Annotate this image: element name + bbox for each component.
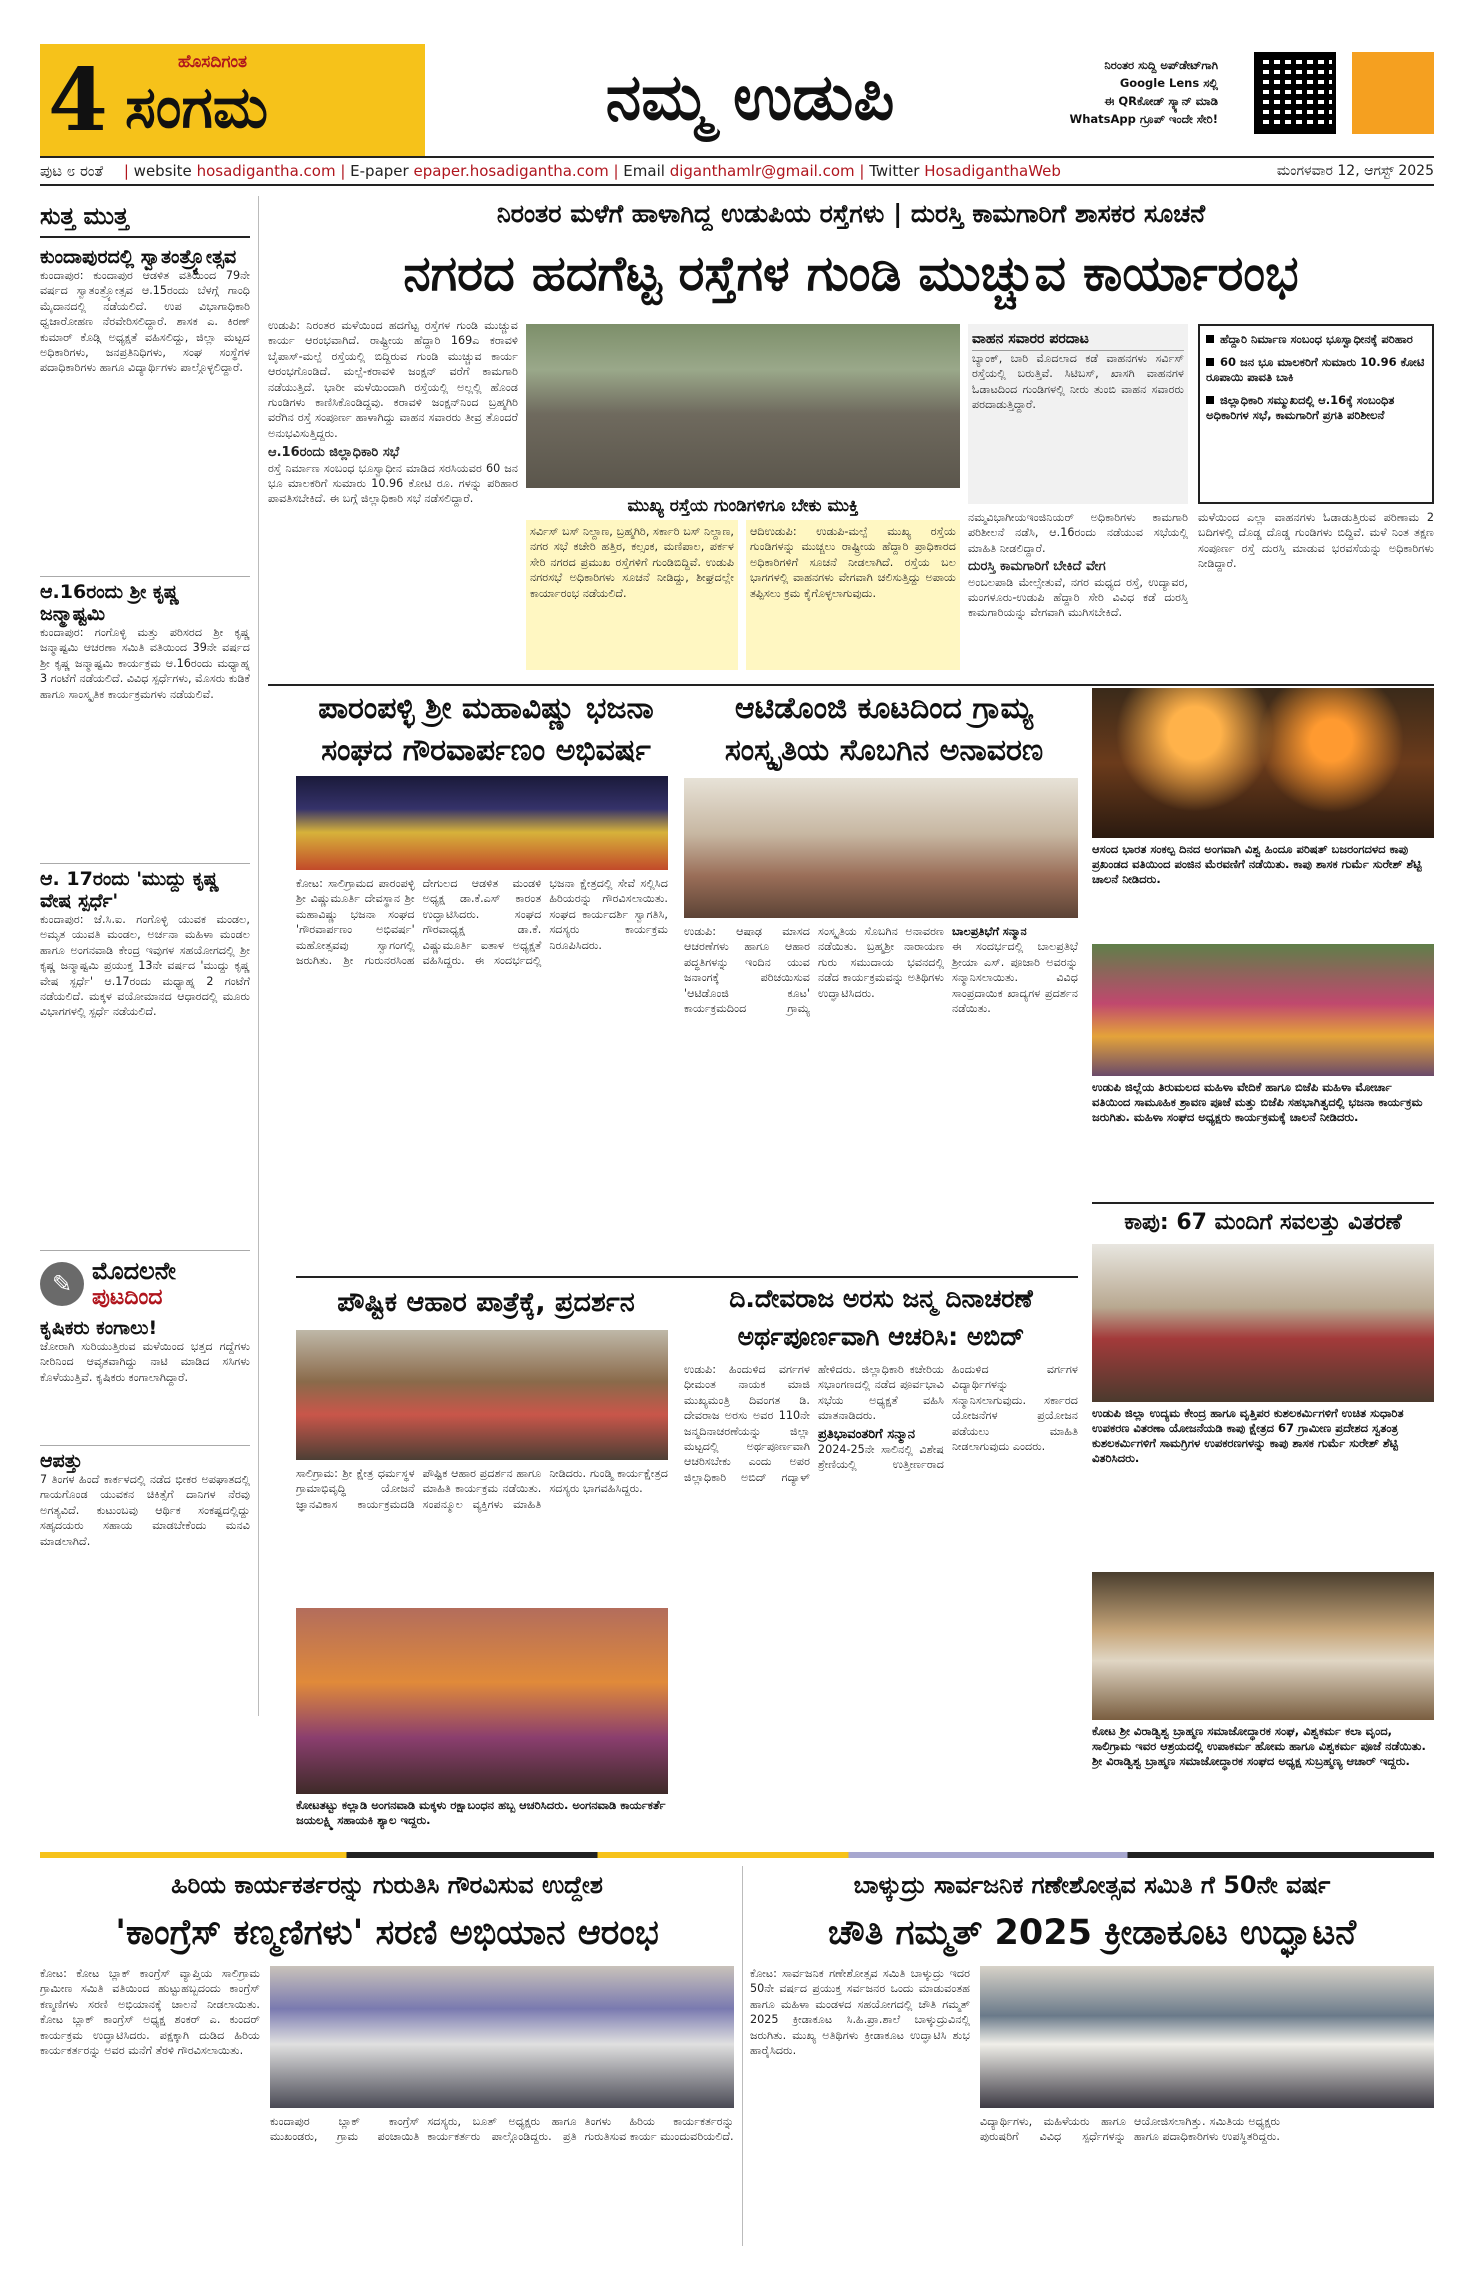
email-label: Email	[623, 162, 665, 180]
lead-sidebox-body: ಬ್ಯಾಂಕ್, ಬಾರಿ ಮೊದಲಾದ ಕಡೆ ವಾಹನಗಳು ಸರ್ವಿಸ್ ರಸ್ತೆಯಲ್ಲಿ ಬರುತ್ತಿವೆ. ಸಿಟಿಬಸ್, ಖಾಸಗಿ ವಾಹನಗಳ ಓಡಾಟದಿಂದ ಗುಂಡಿಗಳಲ್ಲಿ ನೀರು ತುಂಬಿ ವಾಹನ ಸವಾರರು ಪರದಾಡುತ್ತಿದ್ದಾರೆ.	[972, 352, 1184, 412]
lead-caption-text-1: ಸರ್ವಿಸ್ ಬಸ್ ನಿಲ್ದಾಣ, ಬ್ರಹ್ಮಗಿರಿ, ಸರ್ಕಾರಿ ಬಸ್ ನಿಲ್ದಾಣ, ನಗರ ಸಭೆ ಕಚೇರಿ ಹತ್ತಿರ, ಕಲ್ಸಂಕ, ಮಣಿಪಾಲ, ಪರ್ಕಳ ಸೇರಿ ನಗರದ ಪ್ರಮುಖ ರಸ್ತೆಗಳಿಗೆ ಗುಂಡಿಬಿದ್ದಿವೆ. ಉಡುಪಿ ನಗರಸಭೆ ಅಧಿಕಾರಿಗಳು ಸೂಚನೆ ನೀಡಿದ್ದು, ಶೀಘ್ರದಲ್ಲೇ ಕಾರ್ಯಾರಂಭ ನಡೆಯಲಿದೆ.	[526, 520, 738, 670]
lead-body-text-2: ರಸ್ತೆ ನಿರ್ಮಾಣ ಸಂಬಂಧ ಭೂಸ್ವಾಧೀನ ಮಾಡಿದ ಸರಸಿಯವರ 60 ಜನ ಭೂ ಮಾಲಕರಿಗೆ ಸುಮಾರು 10.96 ಕೋಟಿ ರೂ. ಗಳನ್ನು ಪರಿಹಾರ ಪಾವತಿಸಬೇಕಿದೆ. ಈ ಬಗ್ಗೆ ಜಿಲ್ಲಾಧಿಕಾರಿ ಸಭೆ ನಡೆಸಲಿದ್ದಾರೆ.	[268, 461, 518, 506]
lead-sidebox-title: ವಾಹನ ಸವಾರರ ಪರದಾಟ	[972, 328, 1184, 351]
twitter-link[interactable]: HosadiganthaWeb	[924, 162, 1061, 180]
nutrition-body: ಸಾಲಿಗ್ರಾಮ: ಶ್ರೀ ಕ್ಷೇತ್ರ ಧರ್ಮಸ್ಥಳ ಗ್ರಾಮಾಭಿವೃದ್ಧಿ ಯೋಜನೆ ಜ್ಞಾನವಿಕಾಸ ಕಾರ್ಯಕ್ರಮದಡಿ ಪೌಷ್ಟಿಕ ಆಹಾರ ಪ್ರದರ್ಶನ ಹಾಗೂ ಮಾಹಿತಿ ಕಾರ್ಯಕ್ರಮ ನಡೆಯಿತು. ಸಂಪನ್ಮೂಲ ವ್ಯಕ್ತಿಗಳು ಮಾಹಿತಿ ನೀಡಿದರು. ಗುಂಡ್ಮಿ ಕಾರ್ಯಕ್ಷೇತ್ರದ ಸದಸ್ಯರು ಭಾಗವಹಿಸಿದ್ದರು.	[296, 1467, 668, 1511]
qr-note-line-4: WhatsApp ಗ್ರೂಪ್ ಇಂದೇ ಸೇರಿ!	[1069, 112, 1218, 126]
bhajana-photo	[296, 776, 668, 870]
ganesh-body: ಕೋಟ: ಸಾರ್ವಜನಿಕ ಗಣೇಶೋತ್ಸವ ಸಮಿತಿ ಬಾಳ್ಕುದ್ರು ಇದರ 50ನೇ ವರ್ಷದ ಪ್ರಯುಕ್ತ ಸರ್ವಜನರ ಒಂದು ಮಾಡುವಂತಹ ಹಾಗೂ ಮಹಿಳಾ ಮಂಡಳದ ಸಹಯೋಗದಲ್ಲಿ ಚೌತಿ ಗಮ್ಮತ್ 2025 ಕ್ರೀಡಾಕೂಟ ಸಿ.ಹಿ.ಪ್ರಾ.ಶಾಲೆ ಬಾಳ್ಕುದ್ರುವಿನಲ್ಲಿ ಜರುಗಿತು. ಮುಖ್ಯ ಅತಿಥಿಗಳು ಕ್ರೀಡಾಕೂಟ ಉದ್ಘಾಟಿಸಿ ಶುಭ ಹಾರೈಸಿದರು.	[750, 1967, 970, 2058]
lead-photo-road-repair	[526, 324, 960, 488]
devaraj-head-2: ಅರ್ಥಪೂರ್ಣವಾಗಿ ಆಚರಿಸಿ: ಅಬಿದ್	[737, 1322, 1025, 1351]
devaraj-body-text: ಉಡುಪಿ: ಹಿಂದುಳಿದ ವರ್ಗಗಳ ಧೀಮಂತ ನಾಯಕ ಮಾಜಿ ಮುಖ್ಯಮಂತ್ರಿ ದಿವಂಗತ ಡಿ. ದೇವರಾಜ ಅರಸು ಅವರ 110ನೇ ಜನ್ಮದಿನಾಚರಣೆಯನ್ನು ಜಿಲ್ಲಾ ಮಟ್ಟದಲ್ಲಿ ಅರ್ಥಪೂರ್ಣವಾಗಿ ಆಚರಿಸಬೇಕು ಎಂದು ಅಪರ ಜಿಲ್ಲಾಧಿಕಾರಿ ಅಬಿದ್ ಗದ್ಯಾಳ್ ಹೇಳಿದರು. ಜಿಲ್ಲಾಧಿಕಾರಿ ಕಚೇರಿಯ ಸಭಾಂಗಣದಲ್ಲಿ ನಡೆದ ಪೂರ್ವಭಾವಿ ಸಭೆಯ ಅಧ್ಯಕ್ಷತೆ ವಹಿಸಿ ಮಾತನಾಡಿದರು.	[684, 1363, 944, 1484]
women-photo	[1092, 944, 1434, 1076]
qr-code[interactable]	[1254, 52, 1336, 134]
bhajana-body: ಕೋಟ: ಸಾಲಿಗ್ರಾಮದ ಪಾರಂಪಳ್ಳಿ ಶ್ರೀ ವಿಷ್ಣುಮೂರ್ತಿ ದೇವಸ್ಥಾನ ಶ್ರೀ ಮಹಾವಿಷ್ಣು ಭಜನಾ ಸಂಘದ 'ಗೌರವಾರ್ಪಣಂ ಅಭಿವರ್ಷ' ಮಹೋತ್ಸವವು ಸ್ವಾಗಂಗಲ್ಲಿ ಜರುಗಿತು. ಶ್ರೀ ಗುರುನರಸಿಂಹ ದೇಗುಲದ ಆಡಳಿತ ಮಂಡಳಿ ಅಧ್ಯಕ್ಷ ಡಾ.ಕೆ.ಎಸ್ ಕಾರಂತ ಉದ್ಘಾಟಿಸಿದರು. ಸಂಘದ ಗೌರವಾಧ್ಯಕ್ಷ ಡಾ.ಕೆ. ವಿಷ್ಣುಮೂರ್ತಿ ಐತಾಳ ಅಧ್ಯಕ್ಷತೆ ವಹಿಸಿದ್ದರು. ಈ ಸಂದರ್ಭದಲ್ಲಿ ಭಜನಾ ಕ್ಷೇತ್ರದಲ್ಲಿ ಸೇವೆ ಸಲ್ಲಿಸಿದ ಹಿರಿಯರನ್ನು ಗೌರವಿಸಲಾಯಿತು. ಸಂಘದ ಕಾರ್ಯದರ್ಶಿ ಸ್ವಾಗತಿಸಿ, ಸದಸ್ಯರು ಕಾರ್ಯಕ್ರಮ ನಿರೂಪಿಸಿದರು.	[296, 877, 668, 968]
kapu-caption: ಉಡುಪಿ ಜಿಲ್ಲಾ ಉದ್ಯಮ ಕೇಂದ್ರ ಹಾಗೂ ವೃತ್ತಿಪರ ಕುಶಲಕರ್ಮಿಗಳಿಗೆ ಉಚಿತ ಸುಧಾರಿತ ಉಪಕರಣ ವಿತರಣಾ ಯೋಜನೆಯಡಿ ಕಾಪು ಕ್ಷೇತ್ರದ 67 ಗ್ರಾಮೀಣ ಪ್ರದೇಶದ ಸ್ವತಂತ್ರ ಕುಶಲಕರ್ಮಿಗಳಿಗೆ ಸಾಮಗ್ರಿಗಳ ಉಪಕರಣಗಳನ್ನು ಕಾಪು ಶಾಸಕ ಗುರ್ಮೆ ಸುರೇಶ್ ಶೆಟ್ಟಿ ವಿತರಿಸಿದರು.	[1092, 1406, 1404, 1465]
logo-small: ಹೊಸದಿಗಂತ	[178, 52, 248, 72]
bhajana-head: ಪಾರಂಪಳ್ಳಿ ಶ್ರೀ ಮಹಾವಿಷ್ಣು ಭಜನಾ ಸಂಘದ ಗೌರವಾರ್ಪಣಂ ಅಭಿವರ್ಷ	[318, 691, 654, 768]
website-label: website	[133, 162, 192, 180]
epaper-link[interactable]: epaper.hosadigantha.com	[413, 162, 609, 180]
contact-bar: ಪುಟ ೮ ರಂತೆ | website hosadigantha.com | E-paper epaper.hosadigantha.com | Email diganthamlr@gmail.com | Twitter HosadiganthaWeb	[40, 162, 1061, 180]
sidebar-title: ಸುತ್ತ ಮುತ್ತ	[40, 196, 250, 238]
section-rule	[1092, 1202, 1434, 1204]
page-count: ಪುಟ ೮ ರಂತೆ	[40, 162, 104, 180]
lead-sidebox	[968, 324, 1188, 504]
logo-big: ಸಂಗಮ	[125, 73, 269, 141]
first-page-label-1: ಮೊದಲನೇ	[92, 1257, 176, 1285]
sidebar-item-head: ಆಪತ್ತು	[40, 1445, 250, 1472]
congress-body-2: ಕುಂದಾಪುರ ಬ್ಲಾಕ್ ಕಾಂಗ್ರೆಸ್ ಮುಖಂಡರು, ಗ್ರಾಮ ಪಂಚಾಯಿತಿ ಸದಸ್ಯರು, ಬೂತ್ ಅಧ್ಯಕ್ಷರು ಹಾಗೂ ಕಾರ್ಯಕರ್ತರು ಪಾಲ್ಗೊಂಡಿದ್ದರು. ಪ್ರತಿ ತಿಂಗಳು ಹಿರಿಯ ಕಾರ್ಯಕರ್ತರನ್ನು ಗುರುತಿಸುವ ಕಾರ್ಯ ಮುಂದುವರಿಯಲಿದೆ.	[270, 2115, 734, 2144]
ganesh-body-2: ವಿದ್ಯಾರ್ಥಿಗಳು, ಮಹಿಳೆಯರು ಹಾಗೂ ಪುರುಷರಿಗೆ ವಿವಿಧ ಸ್ಪರ್ಧೆಗಳನ್ನು ಆಯೋಜಿಸಲಾಗಿತ್ತು. ಸಮಿತಿಯ ಅಧ್ಯಕ್ಷರು ಹಾಗೂ ಪದಾಧಿಕಾರಿಗಳು ಉಪಸ್ಥಿತರಿದ್ದರು.	[980, 2115, 1280, 2144]
email-link[interactable]: diganthamlr@gmail.com	[669, 162, 855, 180]
lead-bullet: ಹೆದ್ದಾರಿ ನಿರ್ಮಾಣ ಸಂಬಂಧ ಭೂಸ್ವಾಧೀನಕ್ಕೆ ಪರಿಹಾರ	[1206, 332, 1426, 347]
section-rule	[296, 1276, 1078, 1278]
kapu-photo	[1092, 1244, 1434, 1402]
page-number: 4	[48, 50, 108, 151]
atidonji-body	[684, 924, 1078, 1270]
first-page-badge	[40, 1250, 250, 1311]
devaraj-subhead: ಪ್ರತಿಭಾವಂತರಿಗೆ ಸನ್ಮಾನ	[818, 1426, 915, 1442]
kids-caption: ಕೋಟತಟ್ಟು ಕಲ್ಲಾಡಿ ಅಂಗನವಾಡಿ ಮಕ್ಕಳು ರಕ್ಷಾಬಂಧನ ಹಬ್ಬ ಆಚರಿಸಿದರು. ಅಂಗನವಾಡಿ ಕಾರ್ಯಕರ್ತೆ ಜಯಲಕ್ಷ್ಮಿ ಸಹಾಯಕಿ ಶ್ಯಾಲ ಇದ್ದರು.	[296, 1798, 666, 1827]
lead-col3-text-2: ಅಂಬಲಪಾಡಿ ಮೇಲ್ಸೇತುವೆ, ನಗರ ಮಧ್ಯದ ರಸ್ತೆ, ಉದ್ಯಾವರ, ಮಂಗಳೂರು-ಉಡುಪಿ ಹೆದ್ದಾರಿ ಸೇರಿ ವಿವಿಧ ಕಡೆ ದುರಸ್ತಿ ಕಾಮಗಾರಿಯನ್ನು ವೇಗವಾಗಿ ಮುಗಿಸಬೇಕಿದೆ.	[968, 575, 1188, 620]
pen-icon: ✎	[40, 1262, 84, 1306]
lead-bullet: ಜಿಲ್ಲಾಧಿಕಾರಿ ಸಮ್ಮುಖದಲ್ಲಿ ಆ.16ಕ್ಕೆ ಸಂಬಂಧಿತ ಅಧಿಕಾರಿಗಳ ಸಭೆ, ಕಾಮಗಾರಿಗೆ ಪ್ರಗತಿ ಪರಿಶೀಲನೆ	[1206, 393, 1395, 422]
temple-caption: ಕೋಟ ಶ್ರೀ ವಿರಾಡ್ವಿಶ್ವ ಬ್ರಾಹ್ಮಣ ಸಮಾಜೋದ್ಧಾರಕ ಸಂಘ, ವಿಶ್ವಕರ್ಮ ಕಲಾ ವೃಂದ, ಸಾಲಿಗ್ರಾಮ ಇವರ ಆಶ್ರಯದಲ್ಲಿ ಉಪಾಕರ್ಮ ಹೋಮ ಹಾಗೂ ವಿಶ್ವಕರ್ಮ ಪೂಜೆ ನಡೆಯಿತು. ಶ್ರೀ ವಿರಾಡ್ವಿಶ್ವ ಬ್ರಾಹ್ಮಣ ಸಮಾಜೋದ್ಧಾರಕ ಸಂಘದ ಅಧ್ಯಕ್ಷ ಸುಬ್ರಹ್ಮಣ್ಯ ಆಚಾರ್ ಇದ್ದರು.	[1092, 1724, 1426, 1768]
sidebar	[40, 196, 250, 1716]
decorative-bar	[40, 1852, 1434, 1858]
lead-photo-caption: ಮುಖ್ಯ ರಸ್ತೆಯ ಗುಂಡಿಗಳಿಗೂ ಬೇಕು ಮುಕ್ತಿ	[627, 496, 859, 516]
devaraj-body	[684, 1362, 1078, 1846]
lead-body	[268, 318, 518, 678]
sidebar-item-body: ಕುಂದಾಪುರ: ಕುಂದಾಪುರ ಆಡಳಿತ ವತಿಯಿಂದ 79ನೇ ವರ್ಷದ ಸ್ವಾತಂತ್ರ್ಯೋತ್ಸವ ಆ.15ರಂದು ಬೆಳಗ್ಗೆ ಗಾಂಧಿ ಮೈದಾನದಲ್ಲಿ ನಡೆಯಲಿದೆ. ಉಪ ವಿಭಾಗಾಧಿಕಾರಿ ಧ್ವಜಾರೋಹಣ ನೆರವೇರಿಸಲಿದ್ದಾರೆ. ಶಾಸಕ ಎ. ಕಿರಣ್ ಕುಮಾರ್ ಕೊಡ್ಗಿ ಅಧ್ಯಕ್ಷತೆ ವಹಿಸಲಿದ್ದು, ಜಿಲ್ಲಾ ಮಟ್ಟದ ಅಧಿಕಾರಿಗಳು, ಜನಪ್ರತಿನಿಧಿಗಳು, ಸಂಘ ಸಂಸ್ಥೆಗಳ ಪದಾಧಿಕಾರಿಗಳು ಹಾಗೂ ವಿದ್ಯಾರ್ಥಿಗಳು ಪಾಲ್ಗೊಳ್ಳಲಿದ್ದಾರೆ.	[40, 269, 250, 375]
sidebar-item-head: ಕೃಷಿಕರು ಕಂಗಾಲು!	[40, 1317, 158, 1339]
torch-photo	[1092, 688, 1434, 838]
temple-photo	[1092, 1572, 1434, 1720]
sidebar-divider	[258, 196, 259, 1716]
congress-body: ಕೋಟ: ಕೋಟ ಬ್ಲಾಕ್ ಕಾಂಗ್ರೆಸ್ ವ್ಯಾಪ್ತಿಯ ಸಾಲಿಗ್ರಾಮ ಗ್ರಾಮೀಣ ಸಮಿತಿ ವತಿಯಿಂದ ಹುಟ್ಟುಹಬ್ಬದಂದು ಕಾಂಗ್ರೆಸ್ ಕಣ್ಮಣಿಗಳು ಸರಣಿ ಅಭಿಯಾನಕ್ಕೆ ಚಾಲನೆ ನೀಡಲಾಯಿತು. ಕೋಟ ಬ್ಲಾಕ್ ಕಾಂಗ್ರೆಸ್ ಅಧ್ಯಕ್ಷ ಶಂಕರ್ ಎ. ಕುಂದರ್ ಕಾರ್ಯಕ್ರಮ ಉದ್ಘಾಟಿಸಿದರು. ಪಕ್ಷಕ್ಕಾಗಿ ದುಡಿದ ಹಿರಿಯ ಕಾರ್ಯಕರ್ತರನ್ನು ಅವರ ಮನೆಗೆ ತೆರಳಿ ಗೌರವಿಸಲಾಯಿತು.	[40, 1967, 260, 2058]
nutrition-photo	[296, 1330, 668, 1460]
devaraj-head-1: ದಿ.ದೇವರಾಜ ಅರಸು ಜನ್ಮ ದಿನಾಚರಣೆ	[729, 1284, 1033, 1313]
section-rule	[268, 684, 1434, 686]
bottom-divider	[742, 1866, 743, 2246]
sidebar-item-body: ಕುಂದಾಪುರ: ಗಂಗೊಳ್ಳಿ ಮತ್ತು ಪರಿಸರದ ಶ್ರೀ ಕೃಷ್ಣ ಜನ್ಮಾಷ್ಟಮಿ ಆಚರಣಾ ಸಮಿತಿ ವತಿಯಿಂದ 39ನೇ ವರ್ಷದ ಶ್ರೀ ಕೃಷ್ಣ ಜನ್ಮಾಷ್ಟಮಿ ಕಾರ್ಯಕ್ರಮ ಆ.16ರಂದು ಮಧ್ಯಾಹ್ನ 3 ಗಂಟೆಗೆ ನಡೆಯಲಿದೆ. ವಿವಿಧ ಸ್ಪರ್ಧೆಗಳು, ಮೊಸರು ಕುಡಿಕೆ ಹಾಗೂ ಸಾಂಸ್ಕೃತಿಕ ಕಾರ್ಯಕ್ರಮಗಳು ನಡೆಯಲಿವೆ.	[40, 626, 250, 701]
sidebar-item-head: ಆ.16ರಂದು ಶ್ರೀ ಕೃಷ್ಣ ಜನ್ಮಾಷ್ಟಮಿ	[40, 576, 250, 625]
bullet-square-icon	[1206, 335, 1214, 343]
lead-bullet: 60 ಜನ ಭೂ ಮಾಲಕರಿಗೆ ಸುಮಾರು 10.96 ಕೋಟಿ ರೂಪಾಯಿ ಪಾವತಿ ಬಾಕಿ	[1206, 355, 1425, 384]
lead-caption-text-2: ಆದಿಉಡುಪಿ: ಉಡುಪಿ-ಮಲ್ಪೆ ಮುಖ್ಯ ರಸ್ತೆಯ ಗುಂಡಿಗಳನ್ನು ಮುಚ್ಚಲು ರಾಷ್ಟ್ರೀಯ ಹೆದ್ದಾರಿ ಪ್ರಾಧಿಕಾರದ ಅಧಿಕಾರಿಗಳಿಗೆ ಸೂಚನೆ ನೀಡಲಾಗಿದೆ. ರಸ್ತೆಯ ಬಲ ಭಾಗಗಳಲ್ಲಿ ವಾಹನಗಳು ವೇಗವಾಗಿ ಚಲಿಸುತ್ತಿದ್ದು ಅಪಾಯ ತಪ್ಪಿಸಲು ಕ್ರಮ ಕೈಗೊಳ್ಳಲಾಗುವುದು.	[746, 520, 960, 670]
contact-rule-top	[40, 156, 1434, 158]
date-line: ಮಂಗಳವಾರ 12, ಆಗಸ್ಟ್ 2025	[1276, 163, 1434, 179]
ganesh-kicker: ಬಾಳ್ಕುದ್ರು ಸಾರ್ವಜನಿಕ ಗಣೇಶೋತ್ಸವ ಸಮಿತಿ ಗೆ 50ನೇ ವರ್ಷ	[853, 1871, 1331, 1899]
qr-note-line-1: ನಿರಂತರ ಸುದ್ದಿ ಅಪ್‌ಡೇಟ್‌ಗಾಗಿ	[1104, 58, 1218, 72]
lead-bullets	[1198, 324, 1434, 504]
nutrition-head: ಪೌಷ್ಟಿಕ ಆಹಾರ ಪಾತ್ರೆಕ್ಕೆ, ಪ್ರದರ್ಶನ	[337, 1287, 635, 1318]
lead-col4-text: ಮಳೆಯಿಂದ ಎಲ್ಲಾ ವಾಹನಗಳು ಓಡಾಡುತ್ತಿರುವ ಪರಿಣಾಮ 2 ಬದಿಗಳಲ್ಲಿ ದೊಡ್ಡ ದೊಡ್ಡ ಗುಂಡಿಗಳು ಬಿದ್ದಿವೆ. ಮಳೆ ನಿಂತ ತಕ್ಷಣ ಸಂಪೂರ್ಣ ರಸ್ತೆ ದುರಸ್ತಿ ಮಾಡುವ ಭರವಸೆಯನ್ನು ಅಧಿಕಾರಿಗಳು ನೀಡಿದ್ದಾರೆ.	[1198, 511, 1434, 571]
epaper-label: E-paper	[350, 162, 409, 180]
atidonji-head: ಆಟಿಡೊಂಜಿ ಕೂಟದಿಂದ ಗ್ರಾಮ್ಯ ಸಂಸ್ಕೃತಿಯ ಸೊಬಗಿನ ಅನಾವರಣ	[724, 691, 1044, 768]
atidonji-subhead: ಬಾಲಪ್ರತಿಭೆಗೆ ಸನ್ಮಾನ	[952, 925, 1027, 938]
kapu-head: ಕಾಪು: 67 ಮಂದಿಗೆ ಸವಲತ್ತು ವಿತರಣೆ	[1124, 1210, 1402, 1235]
atidonji-body-text-2: ಈ ಸಂದರ್ಭದಲ್ಲಿ ಬಾಲಪ್ರತಿಭೆ ಶ್ರೀಯಾ ಎಸ್. ಪೂಜಾರಿ ಅವರನ್ನು ಸನ್ಮಾನಿಸಲಾಯಿತು. ವಿವಿಧ ಸಾಂಪ್ರದಾಯಿಕ ಖಾದ್ಯಗಳ ಪ್ರದರ್ಶನ ನಡೆಯಿತು.	[952, 940, 1078, 1016]
lead-subhead: ಆ.16ರಂದು ಜಿಲ್ಲಾಧಿಕಾರಿ ಸಭೆ	[268, 445, 400, 461]
ganesh-head: ಚೌತಿ ಗಮ್ಮತ್ 2025 ಕ್ರೀಡಾಕೂಟ ಉದ್ಘಾಟನೆ	[827, 1913, 1357, 1953]
twitter-label: Twitter	[869, 162, 920, 180]
sidebar-item-head: ಆ. 17ರಂದು 'ಮುದ್ದು ಕೃಷ್ಣ ವೇಷ ಸ್ಪರ್ಧೆ'	[40, 863, 250, 912]
sidebar-item-body: 7 ತಿಂಗಳ ಹಿಂದೆ ಕಾರ್ಕಳದಲ್ಲಿ ನಡೆದ ಭೀಕರ ಅಪಘಾತದಲ್ಲಿ ಗಾಯಗೊಂಡ ಯುವಕನ ಚಿಕಿತ್ಸೆಗೆ ದಾನಿಗಳ ನೆರವು ಅಗತ್ಯವಿದೆ. ಕುಟುಂಬವು ಆರ್ಥಿಕ ಸಂಕಷ್ಟದಲ್ಲಿದ್ದು ಸಹೃದಯರು ಸಹಾಯ ಮಾಡಬೇಕೆಂದು ಮನವಿ ಮಾಡಲಾಗಿದೆ.	[40, 1473, 250, 1548]
qr-note	[1040, 56, 1218, 128]
lead-body-text: ಉಡುಪಿ: ನಿರಂತರ ಮಳೆಯಿಂದ ಹದಗೆಟ್ಟ ರಸ್ತೆಗಳ ಗುಂಡಿ ಮುಚ್ಚುವ ಕಾರ್ಯ ಆರಂಭವಾಗಿದೆ. ರಾಷ್ಟ್ರೀಯ ಹೆದ್ದಾರಿ 169ಎ ಕರಾವಳಿ ಬೈಪಾಸ್-ಮಲ್ಪೆ ರಸ್ತೆಯಲ್ಲಿ ಬಿದ್ದಿರುವ ಗುಂಡಿ ಮುಚ್ಚುವ ಕಾರ್ಯ ಆರಂಭಗೊಂಡಿದೆ. ಮಲ್ಪೆ-ಕರಾವಳಿ ಜಂಕ್ಷನ್ ವರೆಗೆ ಕಾಮಗಾರಿ ನಡೆಯುತ್ತಿದೆ. ಭಾರೀ ಮಳೆಯಿಂದಾಗಿ ರಸ್ತೆಯಲ್ಲಿ ಅಲ್ಲಲ್ಲಿ ಹೊಂಡ ಗುಂಡಿಗಳು ಕಾಣಿಸಿಕೊಂಡಿದ್ದವು. ಕರಾವಳಿ ಜಂಕ್ಷನ್‌ನಿಂದ ಬ್ರಹ್ಮಗಿರಿ ವರೆಗಿನ ರಸ್ತೆ ಸಂಪೂರ್ಣ ಹಾಳಾಗಿದ್ದು ವಾಹನ ಸವಾರರು ತೀವ್ರ ತೊಂದರೆ ಅನುಭವಿಸುತ್ತಿದ್ದರು.	[268, 319, 518, 440]
atidonji-photo	[684, 778, 1078, 918]
women-caption: ಉಡುಪಿ ಜಿಲ್ಲೆಯ ತಿರುಮಲದ ಮಹಿಳಾ ವೇದಿಕೆ ಹಾಗೂ ಬಿಜೆಪಿ ಮಹಿಳಾ ಮೋರ್ಚಾ ವತಿಯಿಂದ ಸಾಮೂಹಿಕ ಶ್ರಾವಣ ಪೂಜೆ ಮತ್ತು ಬಿಜೆಪಿ ಸಹಭಾಗಿತ್ವದಲ್ಲಿ ಭಜನಾ ಕಾರ್ಯಕ್ರಮ ಜರುಗಿತು. ಮಹಿಳಾ ಸಂಘದ ಅಧ್ಯಕ್ಷರು ಕಾರ್ಯಕ್ರಮಕ್ಕೆ ಚಾಲನೆ ನೀಡಿದರು.	[1092, 1080, 1423, 1124]
torch-caption: ಆಸಂದ ಭಾರತ ಸಂಕಲ್ಪ ದಿನದ ಅಂಗವಾಗಿ ವಿಶ್ವ ಹಿಂದೂ ಪರಿಷತ್ ಬಜರಂಗದಳದ ಕಾಪು ಪ್ರಖಂಡದ ವತಿಯಿಂದ ಪಂಜಿನ ಮೆರವಣಿಗೆ ನಡೆಯಿತು. ಕಾಪು ಶಾಸಕ ಗುರ್ಮೆ ಸುರೇಶ್ ಶೆಟ್ಟಿ ಚಾಲನೆ ನೀಡಿದರು.	[1092, 842, 1422, 886]
sidebar-item-body: ಜೋರಾಗಿ ಸುರಿಯುತ್ತಿರುವ ಮಳೆಯಿಂದ ಭತ್ತದ ಗದ್ದೆಗಳು ನೀರಿನಿಂದ ಆವೃತವಾಗಿದ್ದು ನಾಟಿ ಮಾಡಿದ ಸಸಿಗಳು ಕೊಳೆಯುತ್ತಿವೆ. ಕೃಷಿಕರು ಕಂಗಾಲಾಗಿದ್ದಾರೆ.	[40, 1340, 250, 1384]
congress-photo	[270, 1966, 734, 2108]
congress-kicker: ಹಿರಿಯ ಕಾರ್ಯಕರ್ತರನ್ನು ಗುರುತಿಸಿ ಗೌರವಿಸುವ ಉದ್ದೇಶ	[171, 1871, 603, 1899]
website-link[interactable]: hosadigantha.com	[196, 162, 336, 180]
sidebar-item-body: ಕುಂದಾಪುರ: ಜೆ.ಸಿ.ಐ. ಗಂಗೊಳ್ಳಿ ಯುವಕ ಮಂಡಲ, ಅಮೃತ ಯುವತಿ ಮಂಡಲ, ಅರ್ಚನಾ ಮಹಿಳಾ ಮಂಡಲ ಹಾಗೂ ಅಂಗನವಾಡಿ ಕೇಂದ್ರ ಇವುಗಳ ಸಹಯೋಗದಲ್ಲಿ ಶ್ರೀ ಕೃಷ್ಣ ಜನ್ಮಾಷ್ಟಮಿ ಪ್ರಯುಕ್ತ 13ನೇ ವರ್ಷದ 'ಮುದ್ದು ಕೃಷ್ಣ ವೇಷ ಸ್ಪರ್ಧೆ' ಆ.17ರಂದು ಮಧ್ಯಾಹ್ನ 2 ಗಂಟೆಗೆ ನಡೆಯಲಿದೆ. ಮಕ್ಕಳ ವಯೋಮಾನದ ಆಧಾರದಲ್ಲಿ ಮೂರು ವಿಭಾಗಗಳಲ್ಲಿ ಸ್ಪರ್ಧೆ ನಡೆಯಲಿದೆ.	[40, 913, 250, 1019]
atidonji-body-text: ಉಡುಪಿ: ಆಷಾಢ ಮಾಸದ ಆಚರಣೆಗಳು ಹಾಗೂ ಆಹಾರ ಪದ್ಧತಿಗಳನ್ನು ಇಂದಿನ ಯುವ ಜನಾಂಗಕ್ಕೆ ಪರಿಚಯಿಸುವ 'ಆಟಿಡೊಂಜಿ ಕೂಟ' ಕಾರ್ಯಕ್ರಮದಿಂದ ಗ್ರಾಮ್ಯ ಸಂಸ್ಕೃತಿಯ ಸೊಬಗಿನ ಅನಾವರಣ ನಡೆಯಿತು. ಬ್ರಹ್ಮಶ್ರೀ ನಾರಾಯಣ ಗುರು ಸಮುದಾಯ ಭವನದಲ್ಲಿ ನಡೆದ ಕಾರ್ಯಕ್ರಮವನ್ನು ಅತಿಥಿಗಳು ಉದ್ಘಾಟಿಸಿದರು.	[684, 925, 944, 1016]
qr-note-line-3: ಈ QRಕೋಡ್ ಸ್ಕ್ಯಾನ್ ಮಾಡಿ	[1104, 94, 1218, 108]
lead-col3	[968, 510, 1188, 678]
lead-headline: ನಗರದ ಹದಗೆಟ್ಟ ರಸ್ತೆಗಳ ಗುಂಡಿ ಮುಚ್ಚುವ ಕಾರ್ಯಾರಂಭ	[403, 245, 1299, 302]
qr-note-line-2: Google Lens ಸಲ್ಲಿ	[1119, 76, 1218, 90]
bullet-square-icon	[1206, 396, 1214, 404]
kids-photo	[296, 1608, 668, 1794]
lead-kicker: ನಿರಂತರ ಮಳೆಗೆ ಹಾಳಾಗಿದ್ದ ಉಡುಪಿಯ ರಸ್ತೆಗಳು | ದುರಸ್ತಿ ಕಾಮಗಾರಿಗೆ ಶಾಸಕರ ಸೂಚನೆ	[496, 199, 1206, 228]
first-page-label-2: ಪುಟದಿಂದ	[92, 1285, 163, 1310]
orange-square	[1352, 52, 1434, 134]
bullet-square-icon	[1206, 358, 1214, 366]
contact-rule-bottom	[40, 184, 1434, 186]
sidebar-item-head: ಕುಂದಾಪುರದಲ್ಲಿ ಸ್ವಾತಂತ್ರ್ಯೋತ್ಸವ	[40, 246, 237, 268]
lead-col3-subhead: ದುರಸ್ತಿ ಕಾಮಗಾರಿಗೆ ಬೇಕಿದೆ ವೇಗ	[968, 559, 1106, 575]
section-title: ನಮ್ಮ ಉಡುಪಿ	[605, 60, 895, 135]
ganesh-photo	[980, 1966, 1434, 2108]
lead-col3-text: ನಮ್ಮವಿಭಾಗೀಯಇಂಜಿನಿಯರ್ ಅಧಿಕಾರಿಗಳು ಕಾಮಗಾರಿ ಪರಿಶೀಲನೆ ನಡೆಸಿ, ಆ.16ರಂದು ನಡೆಯುವ ಸಭೆಯಲ್ಲಿ ಮಾಹಿತಿ ನೀಡಲಿದ್ದಾರೆ.	[968, 511, 1188, 555]
congress-head: 'ಕಾಂಗ್ರೆಸ್ ಕಣ್ಮಣಿಗಳು' ಸರಣಿ ಅಭಿಯಾನ ಆರಂಭ	[115, 1913, 659, 1953]
devaraj-body-text-2: 2024-25ನೇ ಸಾಲಿನಲ್ಲಿ ವಿಶೇಷ ಶ್ರೇಣಿಯಲ್ಲಿ ಉತ್ತೀರ್ಣರಾದ ಹಿಂದುಳಿದ ವರ್ಗಗಳ ವಿದ್ಯಾರ್ಥಿಗಳನ್ನು ಸನ್ಮಾನಿಸಲಾಗುವುದು. ಸರ್ಕಾರದ ಯೋಜನೆಗಳ ಪ್ರಯೋಜನ ಪಡೆಯಲು ಮಾಹಿತಿ ನೀಡಲಾಗುವುದು ಎಂದರು.	[818, 1363, 1078, 1472]
